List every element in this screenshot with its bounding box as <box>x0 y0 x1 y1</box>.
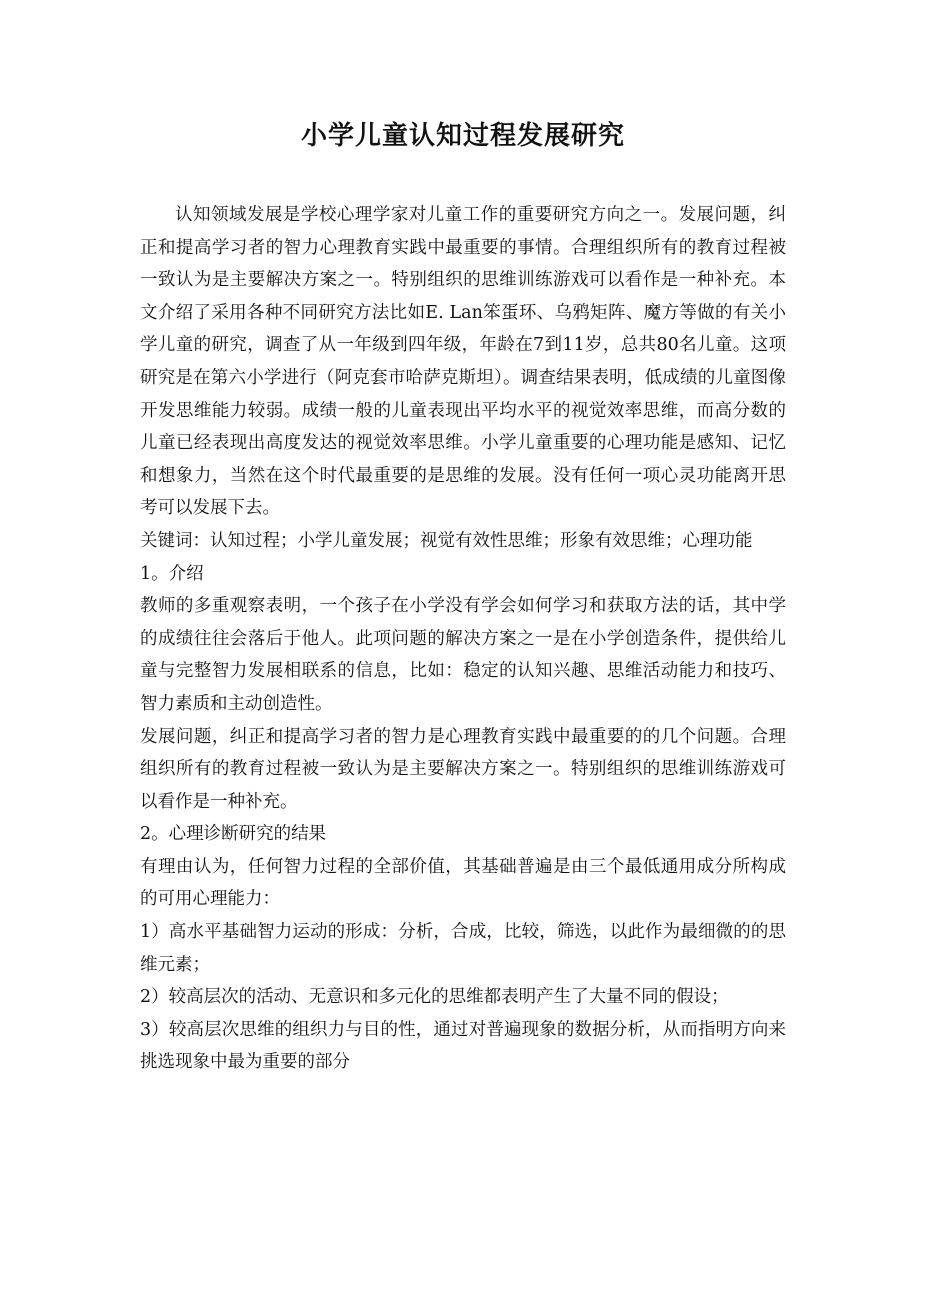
section-heading-introduction: 1。介绍 <box>140 563 204 584</box>
list-item: 2）较高层次的活动、无意识和多元化的思维都表明产生了大量不同的假设； <box>140 987 729 1008</box>
abstract-paragraph: 认知领域发展是学校心理学家对儿童工作的重要研究方向之一。发展问题，纠正和提高学习者的智力心理教育实践中最重要的事情。合理组织所有的教育过程被一致认为是主要解决方案之一。特别组织的思维训练游戏可以看作是一种补充。本文介绍了采用各种不同研究方法比如E. Lan笨蛋环、乌鸦矩阵、魔方等做的有关小学儿童的研究，调查了从一年级到四年级，年龄在7到11岁，总共80名儿童。这项研究是在第六小学进行（阿克套市哈萨克斯坦）。调查结果表明，低成绩的儿童图像开发思维能力较弱。成绩一般的儿童表现出平均水平的视觉效率思维，而高分数的儿童已经表现出高度发达的视觉效率思维。小学儿童重要的心理功能是感知、记忆和想象力，当然在这个时代最重要的是思维的发展。没有任何一项心灵功能离开思考可以发展下去。 <box>140 205 786 519</box>
results-paragraph: 有理由认为，任何智力过程的全部价值，其基础普遍是由三个最低通用成分所构成的可用心理能力： <box>140 856 786 910</box>
list-item: 1）高水平基础智力运动的形成：分析，合成，比较，筛选，以此作为最细微的的思维元素； <box>140 922 786 975</box>
section-heading-results: 2。心理诊断研究的结果 <box>140 824 327 845</box>
introduction-paragraph-2: 发展问题，纠正和提高学习者的智力是心理教育实践中最重要的的几个问题。合理组织所有的教育过程被一致认为是主要解决方案之一。特别组织的思维训练游戏可以看作是一种补充。 <box>140 726 786 812</box>
keywords-line: 关键词：认知过程；小学儿童发展；视觉有效性思维；形象有效思维；心理功能 <box>140 530 753 551</box>
list-item: 3）较高层次思维的组织力与目的性，通过对普遍现象的数据分析，从而指明方向来挑选现象中最为重要的部分 <box>140 1019 786 1073</box>
introduction-paragraph-1: 教师的多重观察表明，一个孩子在小学没有学会如何学习和获取方法的话，其中学的成绩往往会落后于他人。此项问题的解决方案之一是在小学创造条件，提供给儿童与完整智力发展相联系的信息，比如：稳定的认知兴趣、思维活动能力和技巧、智力素质和主动创造性。 <box>140 596 786 714</box>
document-body <box>140 199 786 1079</box>
page-title: 小学儿童认知过程发展研究 <box>300 121 625 151</box>
